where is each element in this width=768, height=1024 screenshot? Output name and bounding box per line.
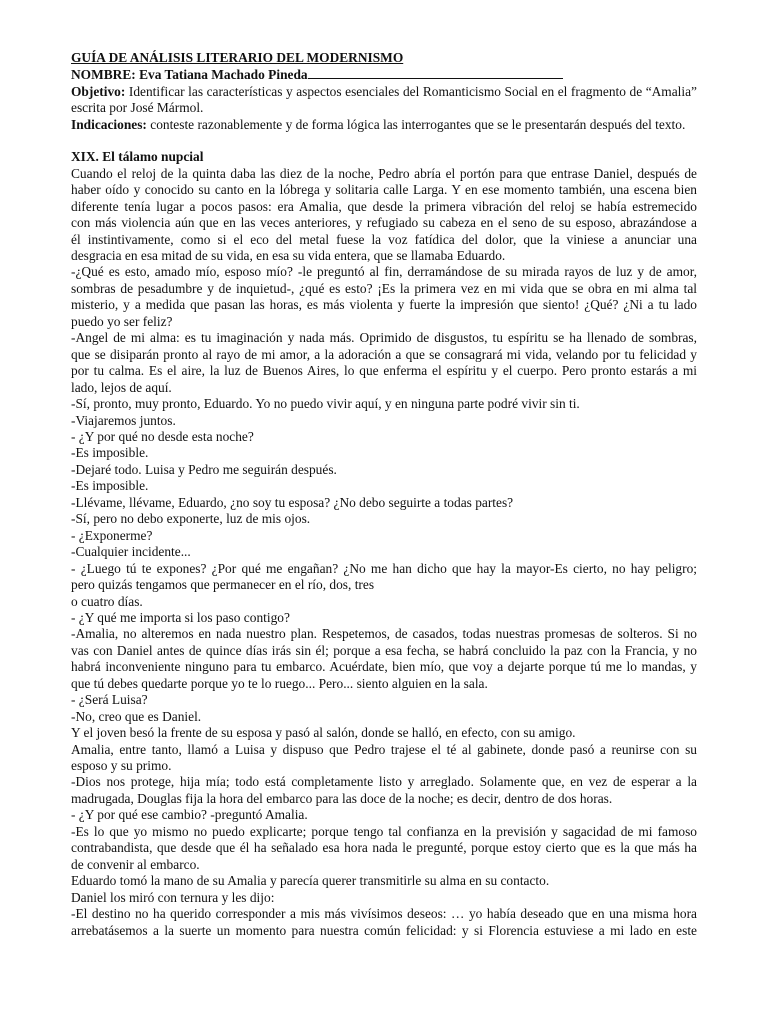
text-line: con más violencia aún que en las veces anteriores, y refugiado su cabeza en el seno de su esposo, abrazándose a	[71, 215, 697, 231]
text-line: - ¿Luego tú te expones? ¿Por qué me engañan? ¿No me han dicho que hay la mayor-Es cierto, no hay peligro;	[71, 560, 697, 576]
document-header	[71, 50, 697, 133]
text-line: pero quizás tengamos que permanecer en el río, dos, tres	[71, 577, 375, 593]
text-line: -Es lo que yo mismo no puedo explicarte; porque tengo tal confianza en la previsión y sagacidad de mi famoso	[71, 823, 697, 839]
text-line: Y el joven besó la frente de su esposa y pasó al salón, donde se halló, en efecto, con su amigo.	[71, 725, 576, 741]
text-line: -Viajaremos juntos.	[71, 412, 176, 428]
text-line: -¿Qué es esto, amado mío, esposo mío? -le preguntó al fin, derramándose de su mirada rayos de luz y de amor,	[71, 264, 697, 280]
text-line: -Es imposible.	[71, 478, 149, 494]
text-line: -El destino no ha querido corresponder a mis más vivísimos deseos: … yo había deseado que en una misma hora	[71, 906, 697, 922]
text-line: -Amalia, no alteremos en nada nuestro plan. Respetemos, de casados, todas nuestras promesas de solteros. Si no	[71, 626, 697, 642]
instructions-paragraph	[71, 117, 697, 133]
objective-paragraph	[71, 84, 697, 117]
objective-text: Identificar las características y aspectos esenciales del Romanticismo Social en el fragmento de “Amalia” escrita por José Mármol.	[71, 83, 697, 116]
text-line: él instintivamente, como si el eco del metal fuese la voz fatídica del dolor, que la viniese a anunciar una	[71, 231, 697, 247]
guide-title: GUÍA DE ANÁLISIS LITERARIO DEL MODERNISMO	[71, 50, 404, 65]
text-line: contrabandista, que desde que él ha señalado esa hora nada le pregunté, porque estoy cierto que es la que más ha	[71, 840, 697, 856]
text-line: puedo yo ser feliz?	[71, 313, 173, 329]
text-line: - ¿Y por qué ese cambio? -preguntó Amalia.	[71, 807, 308, 823]
text-line: Eduardo tomó la mano de su Amalia y parecía querer transmitirle su alma en su contacto.	[71, 873, 550, 889]
text-line: Daniel los miró con ternura y les dijo:	[71, 889, 275, 905]
text-line: arrebatásemos a la suerte un momento para nuestra común felicidad: y si Florencia estuviese a mi lado en este	[71, 922, 697, 938]
name-value: Eva Tatiana Machado Pineda	[139, 67, 308, 83]
instructions-text: conteste razonablemente y de forma lógica las interrogantes que se le presentarán después del texto.	[150, 116, 686, 132]
name-label: NOMBRE:	[71, 67, 136, 83]
text-line: -Es imposible.	[71, 445, 149, 461]
chapter-title: XIX. El tálamo nupcial	[71, 149, 204, 165]
text-line: esposo y su primo.	[71, 758, 172, 774]
text-line: -Sí, pronto, muy pronto, Eduardo. Yo no puedo vivir aquí, y en ninguna parte podré vivir sin ti.	[71, 396, 580, 412]
text-line: o cuatro días.	[71, 593, 143, 609]
text-line: - ¿Exponerme?	[71, 527, 153, 543]
text-line: -Dios nos protege, hija mía; todo está completamente listo y arreglado. Solamente que, en vez de esperar a la	[71, 774, 697, 790]
text-line: por tu calma. Es el aire, la luz de Buenos Aires, lo que enferma el espíritu y el cuerpo. Pero pronto estarás a mi	[71, 363, 697, 379]
objective-label: Objetivo:	[71, 83, 126, 99]
text-line: -Angel de mi alma: es tu imaginación y nada más. Oprimido de disgustos, tu espíritu se ha llenado de sombras,	[71, 330, 697, 346]
text-line: vas con Daniel antes de quince días irás sin él; porque a esa fecha, se habrá concluido la paz con la Francia, y no	[71, 642, 697, 658]
text-line: Amalia, entre tanto, llamó a Luisa y dispuso que Pedro trajese el té al gabinete, donde pasó a reunirse con su	[71, 741, 697, 757]
text-line: lado, lejos de aquí.	[71, 379, 172, 395]
text-line: -Sí, pero no debo exponerte, luz de mis ojos.	[71, 511, 311, 527]
instructions-label: Indicaciones:	[71, 116, 147, 132]
text-line: - ¿Y por qué no desde esta noche?	[71, 428, 254, 444]
name-underline	[308, 66, 563, 79]
text-line: madrugada, Douglas fija la hora del embarco para las doce de la noche; es decir, dentro de dos horas.	[71, 790, 613, 806]
text-line: -Cualquier incidente...	[71, 544, 191, 560]
text-line: - ¿Será Luisa?	[71, 692, 148, 708]
text-line: habrá inconveniente ninguno para tu embarco. Acuérdate, bien mío, que voy a dejarte porque tú me lo mandas, y	[71, 659, 697, 675]
text-line: -No, creo que es Daniel.	[71, 708, 202, 724]
text-line: -Llévame, llévame, Eduardo, ¿no soy tu esposa? ¿No debo seguirte a todas partes?	[71, 494, 514, 510]
name-line	[71, 66, 697, 83]
text-line: diferente tenía lugar a pocos pasos: era Amalia, que desde la primera vibración del reloj se había estremecido	[71, 198, 697, 214]
text-line: - ¿Y qué me importa si los paso contigo?	[71, 609, 290, 625]
text-line: sombras de pesadumbre y de inquietud-, ¿qué es esto? ¡Es la primera vez en mi vida que se obra en mi alma tal	[71, 280, 697, 296]
text-line: Cuando el reloj de la quinta daba las diez de la noche, Pedro abría el portón para que entrase Daniel, después de	[71, 165, 697, 181]
text-line: -Dejaré todo. Luisa y Pedro me seguirán después.	[71, 461, 337, 477]
text-line: que tú debes quedarte porque yo te lo ruego... Pero... siento alguien en la sala.	[71, 675, 488, 691]
chapter-body	[71, 166, 697, 939]
text-line: haber oído y conocido su canto en la lóbrega y solitaria calle Larga. Y en ese momento también, una escena bien	[71, 182, 697, 198]
text-line: de convenir al embarco.	[71, 856, 200, 872]
text-line: misterio, y a medida que pasan las horas, es más violenta y fuerte la impresión que siento! ¿Qué? ¿Ni a tu lado	[71, 297, 697, 313]
text-line: desgracia en esa mitad de su vida, en esa su vida entera, que se llamaba Eduardo.	[71, 247, 506, 263]
text-line: que se disiparán pronto al rayo de mi amor, a la adoración a que se consagrará mi vida, velando por tu felicidad y	[71, 346, 697, 362]
